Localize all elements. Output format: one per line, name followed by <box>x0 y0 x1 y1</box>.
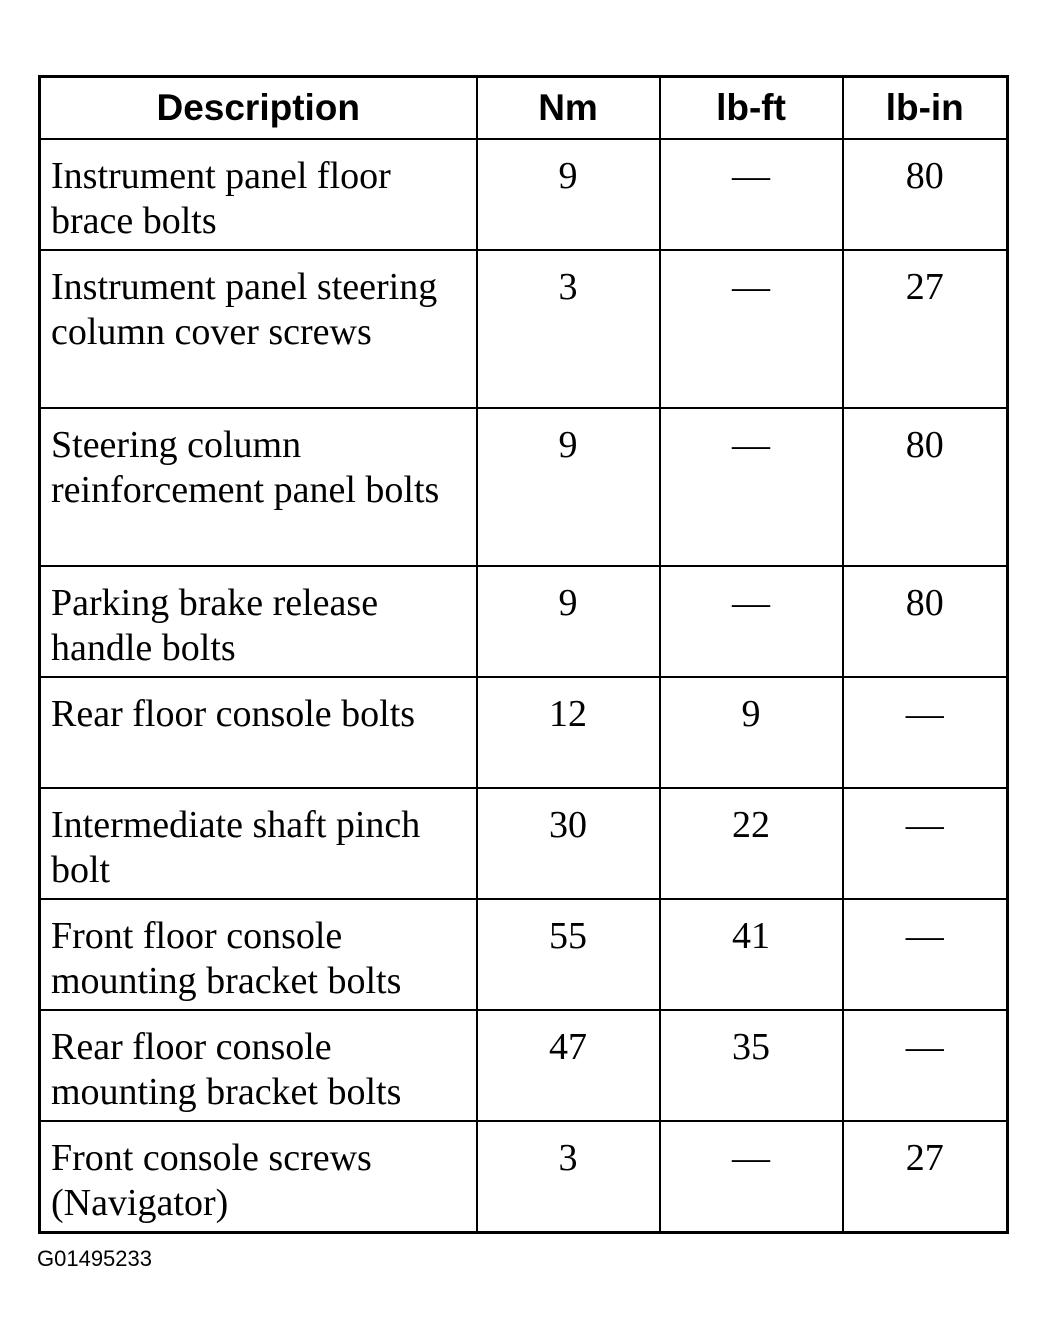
lb-ft-cell: — <box>660 139 843 250</box>
description-cell: Parking brake release handle bolts <box>40 566 477 677</box>
lb-in-cell: 80 <box>843 408 1008 566</box>
table-row <box>40 899 1008 1010</box>
table-row <box>40 139 1008 250</box>
nm-cell: 55 <box>477 899 660 1010</box>
lb-ft-cell: 41 <box>660 899 843 1010</box>
nm-cell: 9 <box>477 139 660 250</box>
nm-cell: 3 <box>477 1121 660 1233</box>
header-description: Description <box>40 77 477 140</box>
description-cell: Steering column reinforcement panel bolts <box>40 408 477 566</box>
lb-ft-cell: 22 <box>660 788 843 899</box>
header-lb-ft: lb-ft <box>660 77 843 140</box>
description-cell: Intermediate shaft pinch bolt <box>40 788 477 899</box>
lb-ft-cell: — <box>660 1121 843 1233</box>
lb-in-cell: — <box>843 788 1008 899</box>
table-row <box>40 677 1008 788</box>
lb-in-cell: 27 <box>843 250 1008 408</box>
lb-in-cell: — <box>843 1010 1008 1121</box>
table-row <box>40 1010 1008 1121</box>
lb-ft-cell: — <box>660 408 843 566</box>
torque-spec-table <box>38 75 1009 1234</box>
lb-ft-cell: 35 <box>660 1010 843 1121</box>
description-cell: Front floor console mounting bracket bolts <box>40 899 477 1010</box>
nm-cell: 30 <box>477 788 660 899</box>
description-cell: Instrument panel steering column cover screws <box>40 250 477 408</box>
description-cell: Rear floor console mounting bracket bolts <box>40 1010 477 1121</box>
header-lb-in: lb-in <box>843 77 1008 140</box>
lb-in-cell: 80 <box>843 566 1008 677</box>
nm-cell: 9 <box>477 408 660 566</box>
nm-cell: 12 <box>477 677 660 788</box>
table-row <box>40 788 1008 899</box>
table-row <box>40 408 1008 566</box>
description-cell: Instrument panel floor brace bolts <box>40 139 477 250</box>
nm-cell: 47 <box>477 1010 660 1121</box>
header-nm: Nm <box>477 77 660 140</box>
lb-ft-cell: — <box>660 566 843 677</box>
table-row <box>40 250 1008 408</box>
table-row <box>40 1121 1008 1233</box>
description-cell: Rear floor console bolts <box>40 677 477 788</box>
description-cell: Front console screws (Navigator) <box>40 1121 477 1233</box>
lb-in-cell: — <box>843 677 1008 788</box>
table-header-row <box>40 77 1008 140</box>
table-body <box>40 139 1008 1233</box>
table-row <box>40 566 1008 677</box>
figure-code: G01495233 <box>37 1246 152 1271</box>
lb-ft-cell: 9 <box>660 677 843 788</box>
nm-cell: 3 <box>477 250 660 408</box>
nm-cell: 9 <box>477 566 660 677</box>
lb-in-cell: — <box>843 899 1008 1010</box>
lb-in-cell: 27 <box>843 1121 1008 1233</box>
lb-in-cell: 80 <box>843 139 1008 250</box>
lb-ft-cell: — <box>660 250 843 408</box>
